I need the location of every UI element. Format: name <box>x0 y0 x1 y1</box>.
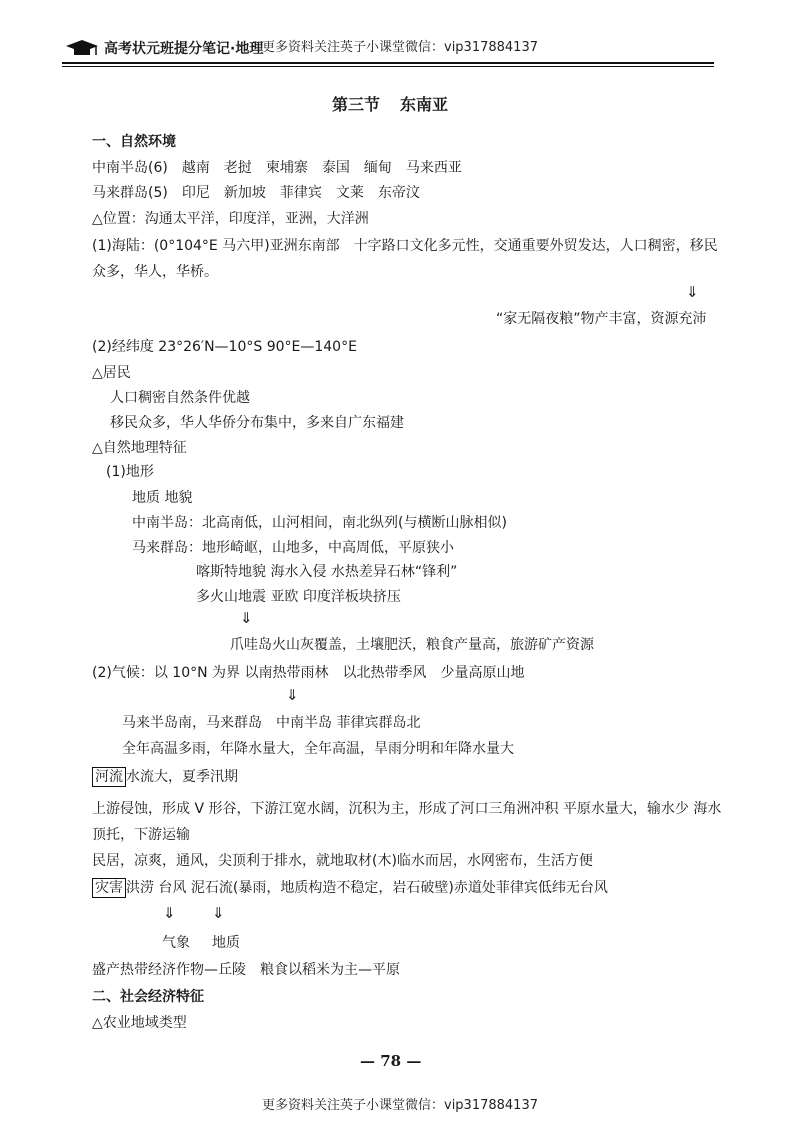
line-lat-long: (2)经纬度 23°26′N—10°S 90°E—140°E <box>92 339 357 355</box>
line-land-sea: (1)海陆：(0°104°E 马六甲)亚洲东南部 十字路口文化多元性，交通重要外贸发达，人口稠密，移民 <box>92 238 718 254</box>
line-karst: 喀斯特地貌 海水入侵 水热差异石林“锋利” <box>196 564 458 580</box>
line-crops: 盛产热带经济作物—丘陵 粮食以稻米为主—平原 <box>92 962 400 978</box>
line-climate: (2)气候：以 10°N 为界 以南热带雨林 以北热带季风 少量高原山地 <box>92 665 525 681</box>
line-rivers <box>92 766 238 787</box>
down-arrow-icon: ⇓ <box>286 686 299 704</box>
section-title <box>332 92 448 115</box>
down-arrow-icon: ⇓ <box>686 283 699 301</box>
label-meteorological: 气象 <box>162 935 190 951</box>
rivers-text: 水流大，夏季汛期 <box>126 769 238 785</box>
line-residents: △居民 <box>92 365 131 381</box>
page-number: — 78 — <box>360 1052 422 1070</box>
watermark-top: 更多资料关注英子小课堂微信：vip317884137 <box>262 40 538 55</box>
line-geology: 地质 地貌 <box>132 490 193 506</box>
down-arrow-icon: ⇓ <box>240 609 253 627</box>
line-volcano: 多火山地震 亚欧 印度洋板块挤压 <box>196 589 401 605</box>
line-terrain: (1)地形 <box>106 464 154 480</box>
line-indochina-terrain: 中南半岛：北高南低，山河相间，南北纵列(与横断山脉相似) <box>132 515 507 531</box>
line-climate-features: 全年高温多雨，年降水量大，全年高温，旱雨分明和年降水量大 <box>122 741 514 757</box>
tag-rivers: 河流 <box>92 767 126 787</box>
down-arrow-icon: ⇓ <box>212 904 225 922</box>
line-dwellings: 民居，凉爽，通风，尖顶利于排水，就地取材(木)临水而居，水网密布，生活方便 <box>92 853 593 869</box>
heading-socioeconomic: 二、社会经济特征 <box>92 989 204 1005</box>
book-title: 高考状元班提分笔记·地理 <box>104 41 264 57</box>
line-java: 爪哇岛火山灰覆盖，土壤肥沃，粮食产量高，旅游矿产资源 <box>230 637 594 653</box>
line-physical-features: △自然地理特征 <box>92 440 187 456</box>
section-name: 东南亚 <box>400 95 449 114</box>
header-rule-thin <box>62 66 714 67</box>
watermark-bottom: 更多资料关注英子小课堂微信：vip317884137 <box>262 1098 538 1113</box>
label-geological: 地质 <box>212 935 240 951</box>
line-immigrants: 移民众多，华人华侨分布集中，多来自广东福建 <box>110 415 404 431</box>
section-number: 第三节 <box>332 95 381 114</box>
line-malay-terrain: 马来群岛：地形崎岖，山地多，中高周低，平原狭小 <box>132 540 454 556</box>
line-upstream: 上游侵蚀，形成 V 形谷，下游江宽水阔，沉积为主，形成了河口三角洲冲积 平原水量大，输水少 海水 <box>92 801 722 817</box>
line-abundant-resources: “家无隔夜粮”物产丰富，资源充沛 <box>496 311 707 327</box>
heading-natural-environment: 一、自然环境 <box>92 134 176 150</box>
graduation-cap-icon <box>64 38 100 58</box>
header-rule <box>62 62 714 64</box>
line-indochina: 中南半岛(6) 越南 老挝 柬埔寨 泰国 缅甸 马来西亚 <box>92 160 462 176</box>
line-malay-archipelago: 马来群岛(5) 印尼 新加坡 菲律宾 文莱 东帝汶 <box>92 185 420 201</box>
line-population: 人口稠密自然条件优越 <box>110 390 250 406</box>
line-upstream-cont: 顶托，下游运输 <box>92 827 190 843</box>
tag-disasters: 灾害 <box>92 878 126 898</box>
line-disasters <box>92 877 608 898</box>
line-agriculture-types: △农业地域类型 <box>92 1015 187 1031</box>
disasters-text: 洪涝 台风 泥石流(暴雨，地质构造不稳定，岩石破壁)赤道处菲律宾低纬无台风 <box>126 880 608 896</box>
line-land-sea-cont: 众多，华人，华桥。 <box>92 264 218 280</box>
line-climate-regions: 马来半岛南，马来群岛 中南半岛 菲律宾群岛北 <box>122 715 421 731</box>
down-arrow-icon: ⇓ <box>163 904 176 922</box>
line-location: △位置：沟通太平洋，印度洋，亚洲，大洋洲 <box>92 211 369 227</box>
